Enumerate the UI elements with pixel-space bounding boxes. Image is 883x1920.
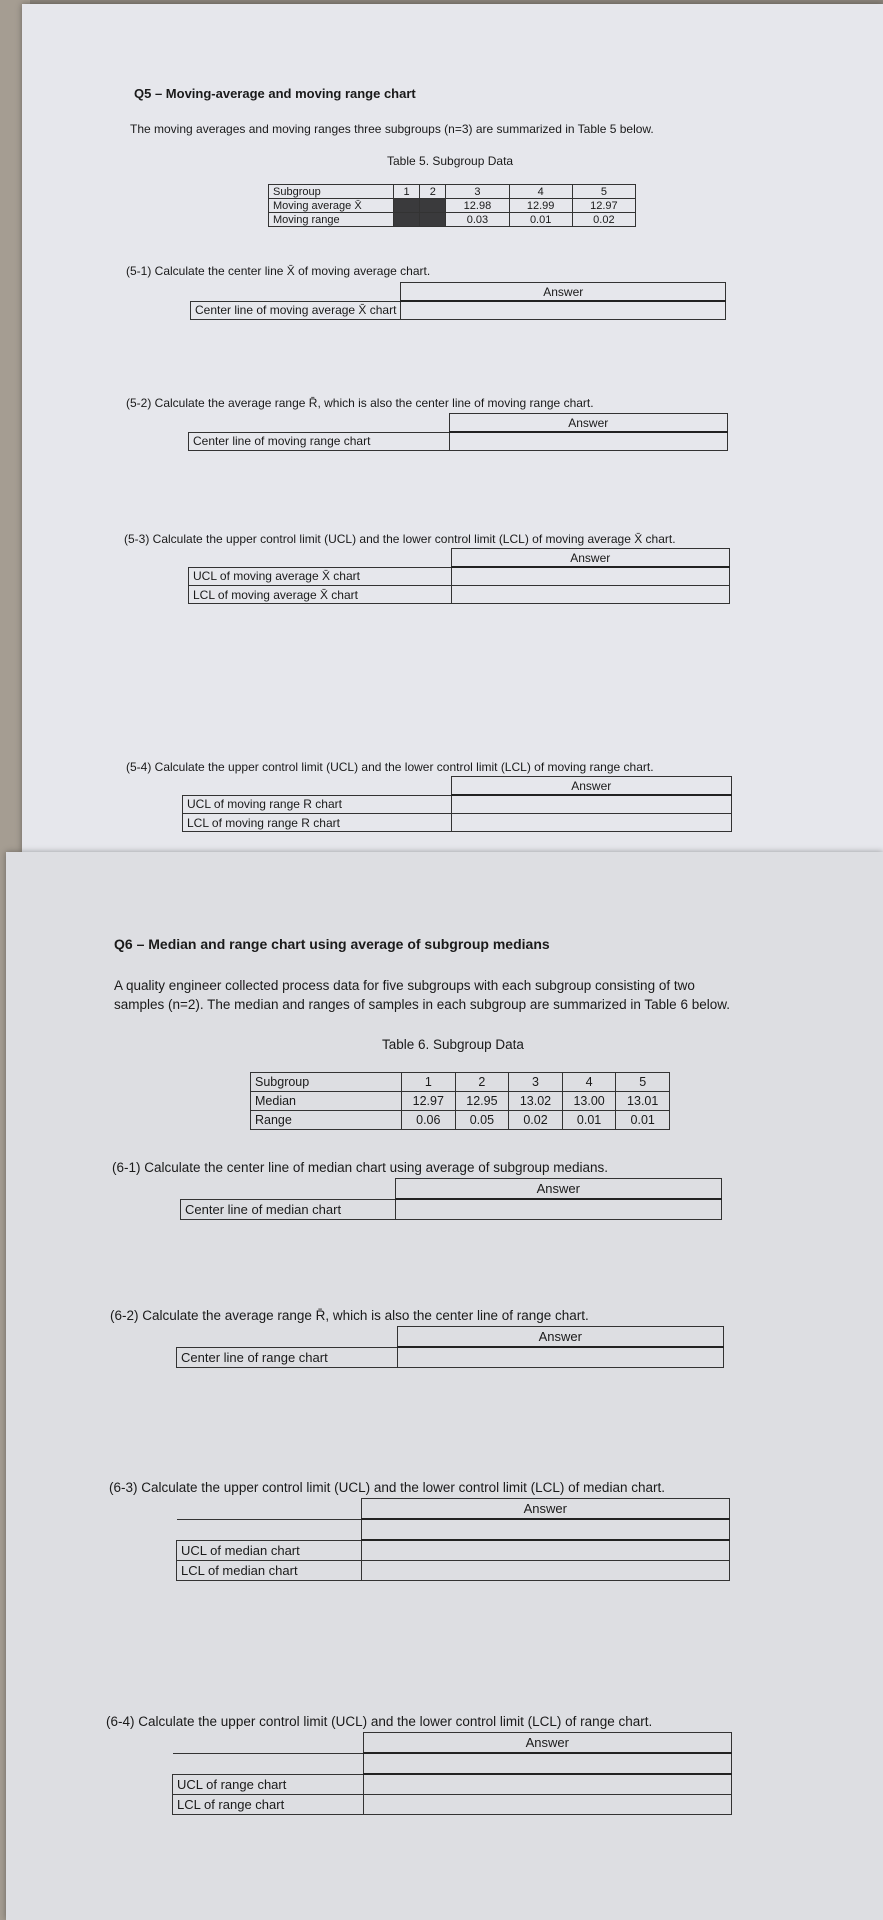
row-label: Median bbox=[251, 1092, 402, 1111]
cell: 13.00 bbox=[562, 1092, 616, 1111]
cell: 12.98 bbox=[446, 199, 509, 213]
q6-intro-line2: samples (n=2). The median and ranges of samples in each subgroup are summarized in Table 6 below. bbox=[114, 997, 730, 1012]
worksheet-page-2 bbox=[6, 852, 883, 1920]
question-6-3: (6-3) Calculate the upper control limit (UCL) and the lower control limit (LCL) of median chart. bbox=[109, 1480, 665, 1495]
answer-field[interactable] bbox=[451, 795, 732, 814]
answer-table-6-2 bbox=[176, 1326, 724, 1368]
cell: 0.02 bbox=[572, 213, 635, 227]
shaded-cell bbox=[394, 213, 420, 227]
cell: 12.95 bbox=[455, 1092, 509, 1111]
table5-caption: Table 5. Subgroup Data bbox=[387, 154, 514, 168]
table-row bbox=[269, 213, 636, 227]
shaded-cell bbox=[394, 199, 420, 213]
cell: 0.06 bbox=[402, 1111, 456, 1130]
table6-caption: Table 6. Subgroup Data bbox=[382, 1037, 524, 1052]
table-row bbox=[269, 185, 636, 199]
cell: 5 bbox=[616, 1073, 670, 1092]
table5 bbox=[268, 184, 636, 227]
cell: 13.02 bbox=[509, 1092, 563, 1111]
answer-header: Answer bbox=[397, 1327, 724, 1348]
cell: 4 bbox=[509, 185, 572, 199]
answer-table-5-4 bbox=[182, 776, 732, 832]
answer-row-label: UCL of moving average X̄ chart bbox=[189, 567, 452, 586]
answer-field[interactable] bbox=[361, 1540, 730, 1561]
answer-row-label: UCL of moving range R chart bbox=[183, 795, 452, 814]
answer-table-6-4 bbox=[172, 1732, 732, 1815]
answer-row-label: LCL of moving range R chart bbox=[183, 814, 452, 832]
table6 bbox=[250, 1072, 670, 1130]
answer-header: Answer bbox=[401, 283, 726, 302]
cell: 0.02 bbox=[509, 1111, 563, 1130]
answer-header: Answer bbox=[363, 1733, 732, 1754]
cell: 1 bbox=[402, 1073, 456, 1092]
table-row bbox=[269, 199, 636, 213]
q6-intro-line1: A quality engineer collected process data for five subgroups with each subgroup consisting of two bbox=[114, 978, 695, 993]
answer-table-5-3 bbox=[188, 548, 730, 604]
cell: 3 bbox=[509, 1073, 563, 1092]
answer-field[interactable] bbox=[451, 567, 730, 586]
answer-field[interactable] bbox=[395, 1199, 722, 1220]
answer-header: Answer bbox=[361, 1499, 730, 1520]
row-label: Moving average X̄ bbox=[269, 199, 394, 213]
question-5-4: (5-4) Calculate the upper control limit (UCL) and the lower control limit (LCL) of moving range chart. bbox=[126, 760, 654, 774]
answer-row-label: Center line of range chart bbox=[177, 1347, 398, 1368]
cell: 12.99 bbox=[509, 199, 572, 213]
question-5-1: (5-1) Calculate the center line X̄ of moving average chart. bbox=[126, 264, 431, 278]
answer-row-label: LCL of moving average X̄ chart bbox=[189, 586, 452, 604]
row-label: Subgroup bbox=[251, 1073, 402, 1092]
cell: 12.97 bbox=[572, 199, 635, 213]
answer-table-6-3 bbox=[176, 1498, 730, 1581]
answer-table-5-2 bbox=[188, 413, 728, 451]
answer-field[interactable] bbox=[397, 1347, 724, 1368]
answer-header: Answer bbox=[451, 549, 730, 568]
answer-row-label: LCL of median chart bbox=[177, 1561, 362, 1581]
answer-header: Answer bbox=[451, 777, 732, 796]
table-row bbox=[251, 1111, 670, 1130]
answer-field[interactable] bbox=[401, 301, 726, 320]
cell: 0.03 bbox=[446, 213, 509, 227]
cell: 2 bbox=[420, 185, 446, 199]
q6-title: Q6 – Median and range chart using average of subgroup medians bbox=[114, 936, 550, 952]
cell: 4 bbox=[562, 1073, 616, 1092]
table-row bbox=[251, 1073, 670, 1092]
cell: 0.01 bbox=[509, 213, 572, 227]
answer-field[interactable] bbox=[363, 1774, 732, 1795]
answer-field[interactable] bbox=[449, 432, 728, 451]
answer-row-label: UCL of median chart bbox=[177, 1540, 362, 1561]
question-6-4: (6-4) Calculate the upper control limit (UCL) and the lower control limit (LCL) of range chart. bbox=[106, 1714, 653, 1729]
shaded-cell bbox=[420, 213, 446, 227]
answer-row-label: UCL of range chart bbox=[173, 1774, 364, 1795]
answer-row-label: LCL of range chart bbox=[173, 1795, 364, 1815]
cell: 1 bbox=[394, 185, 420, 199]
answer-field[interactable] bbox=[451, 814, 732, 832]
cell: 0.01 bbox=[562, 1111, 616, 1130]
table-row bbox=[251, 1092, 670, 1111]
answer-row-label: Center line of moving average X̄ chart bbox=[191, 301, 401, 320]
answer-row-label: Center line of median chart bbox=[181, 1199, 396, 1220]
answer-field[interactable] bbox=[363, 1795, 732, 1815]
answer-row-label: Center line of moving range chart bbox=[189, 432, 450, 451]
worksheet-page-1 bbox=[22, 4, 883, 852]
question-6-2: (6-2) Calculate the average range R̄, which is also the center line of range chart. bbox=[110, 1308, 589, 1323]
cell: 3 bbox=[446, 185, 509, 199]
row-label: Moving range bbox=[269, 213, 394, 227]
question-5-2: (5-2) Calculate the average range R̄, which is also the center line of moving range chart. bbox=[126, 396, 594, 410]
answer-table-5-1 bbox=[190, 282, 726, 320]
cell: 0.01 bbox=[616, 1111, 670, 1130]
q5-title: Q5 – Moving-average and moving range chart bbox=[134, 86, 416, 101]
q5-intro: The moving averages and moving ranges three subgroups (n=3) are summarized in Table 5 below. bbox=[130, 122, 654, 136]
answer-header: Answer bbox=[395, 1179, 722, 1200]
answer-header: Answer bbox=[449, 414, 728, 433]
answer-field[interactable] bbox=[361, 1561, 730, 1581]
cell: 2 bbox=[455, 1073, 509, 1092]
cell: 5 bbox=[572, 185, 635, 199]
cell: 13.01 bbox=[616, 1092, 670, 1111]
row-label: Subgroup bbox=[269, 185, 394, 199]
cell: 12.97 bbox=[402, 1092, 456, 1111]
question-6-1: (6-1) Calculate the center line of median chart using average of subgroup medians. bbox=[112, 1160, 609, 1175]
answer-field[interactable] bbox=[451, 586, 730, 604]
cell: 0.05 bbox=[455, 1111, 509, 1130]
answer-table-6-1 bbox=[180, 1178, 722, 1220]
question-5-3: (5-3) Calculate the upper control limit (UCL) and the lower control limit (LCL) of moving average X̄ chart. bbox=[124, 532, 676, 546]
row-label: Range bbox=[251, 1111, 402, 1130]
shaded-cell bbox=[420, 199, 446, 213]
